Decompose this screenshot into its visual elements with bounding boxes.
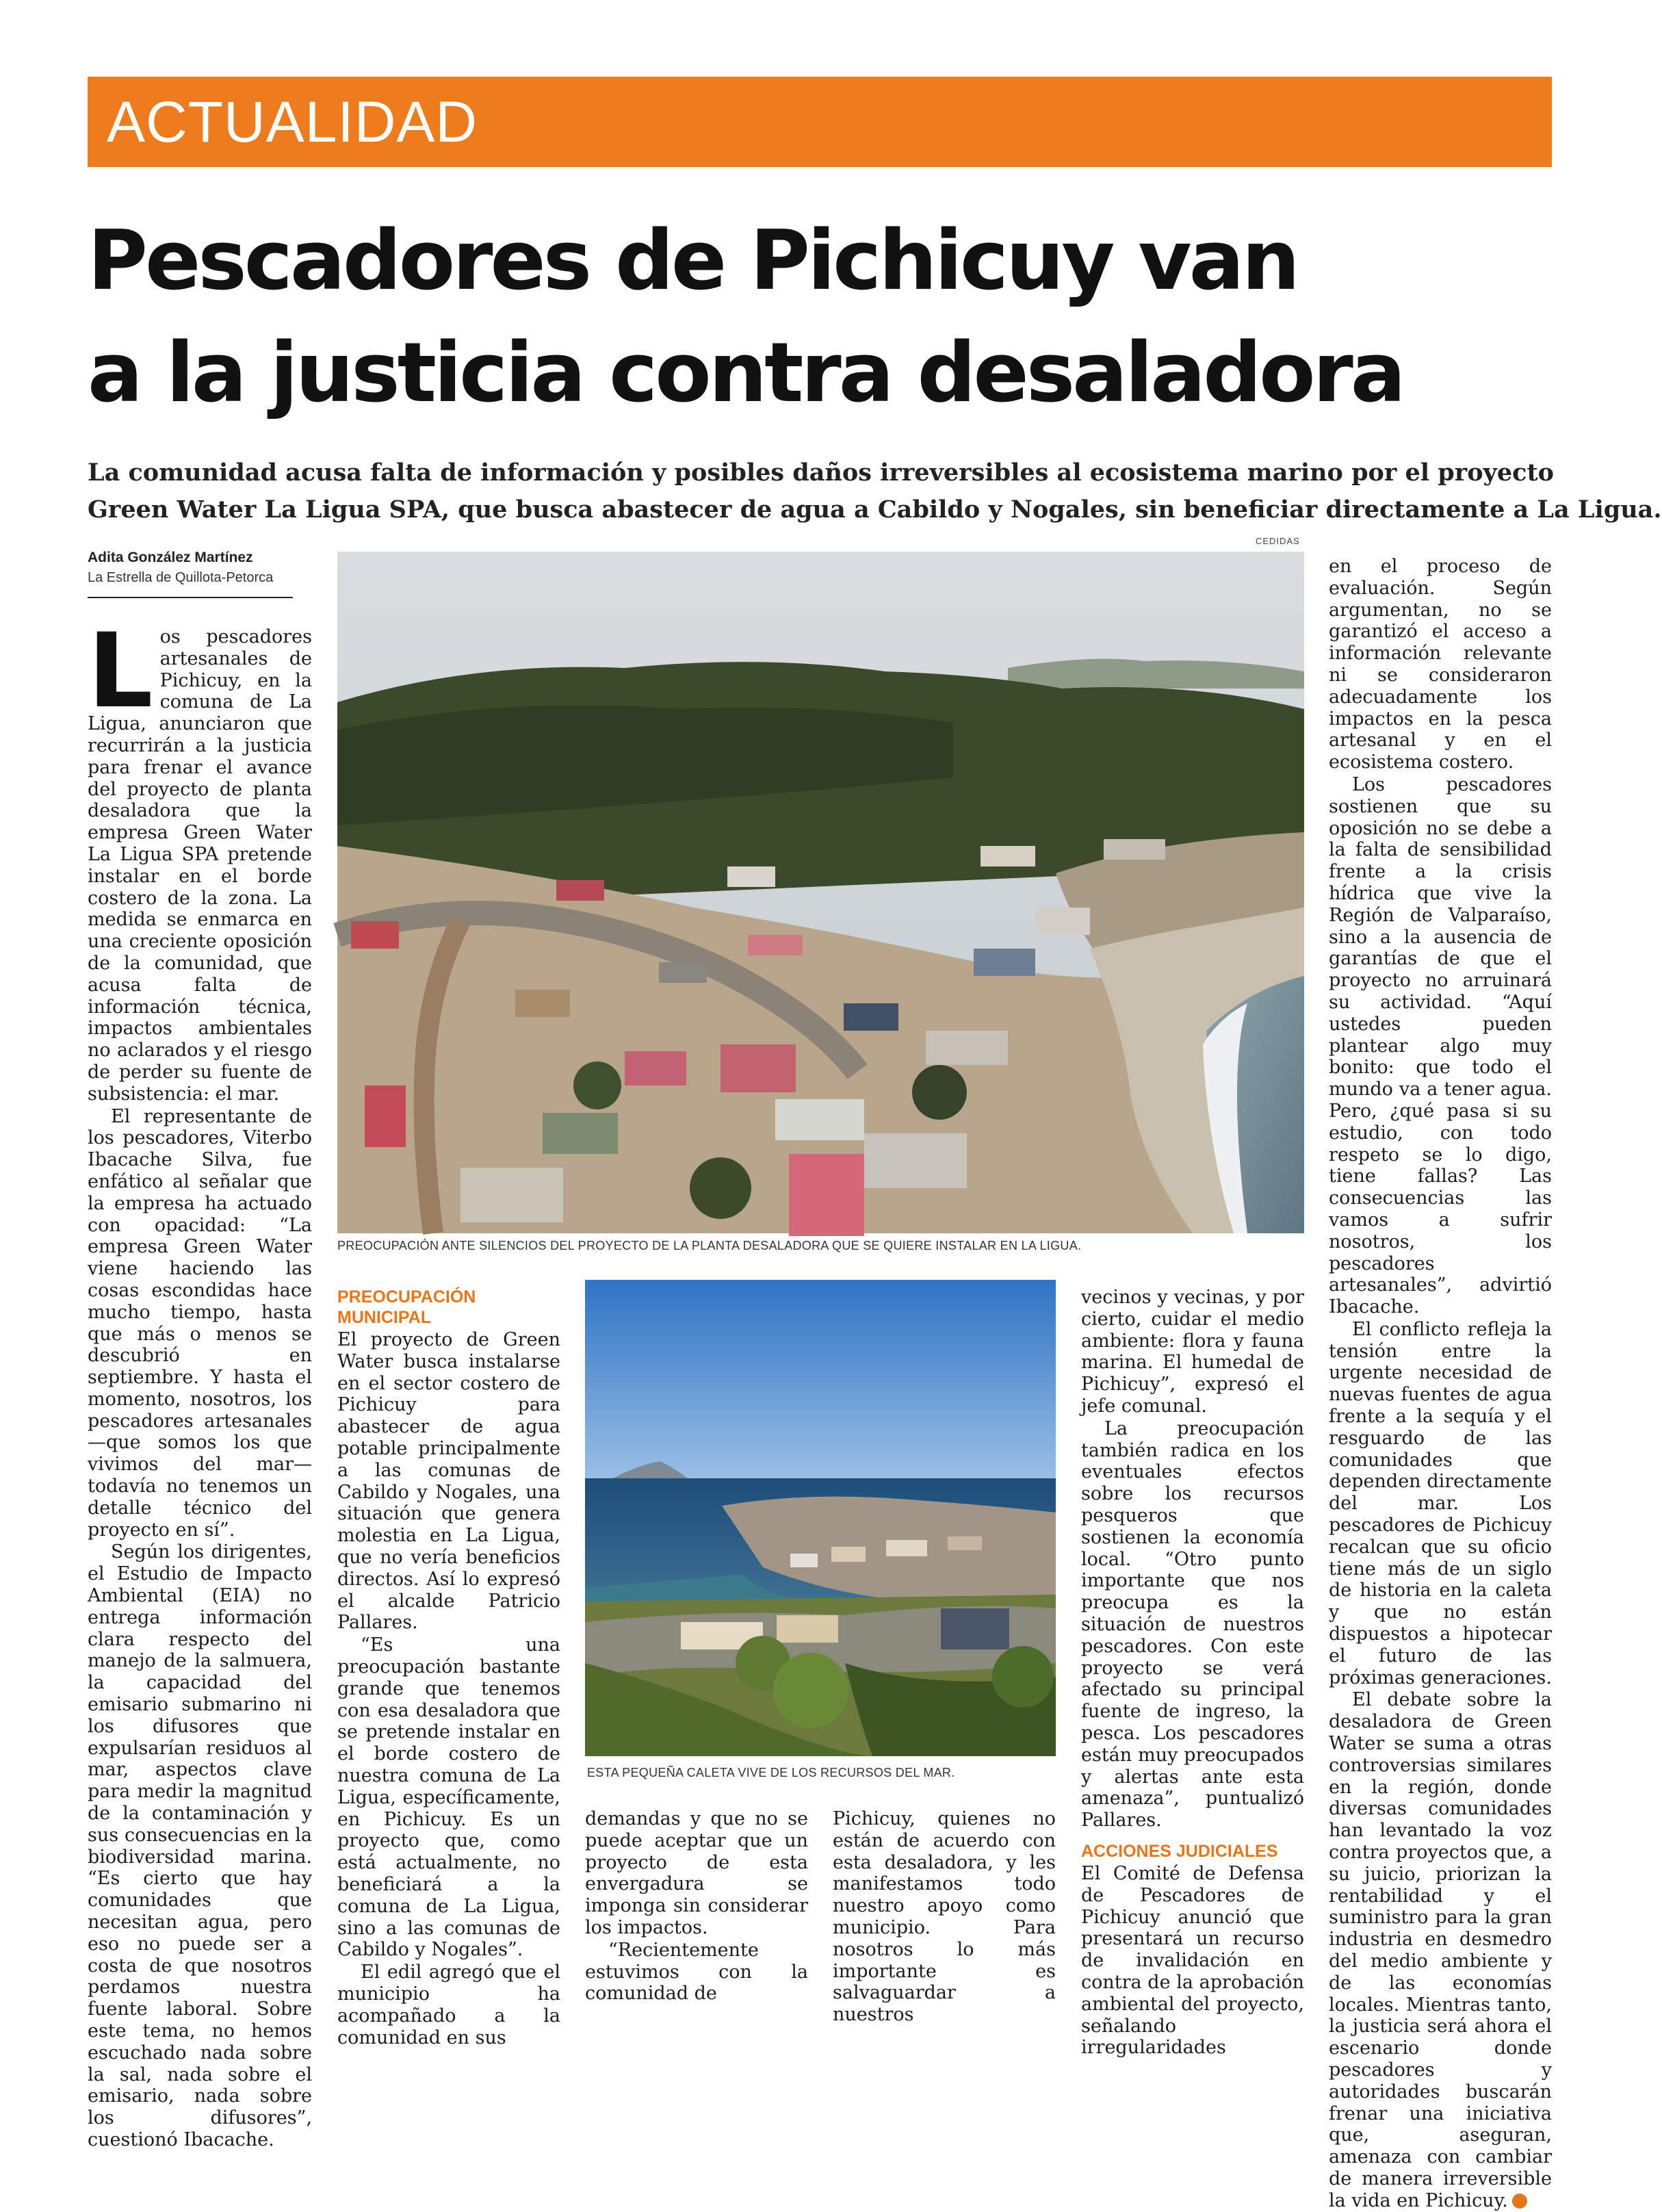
article-paragraph: El conflicto refleja la tensión entre la urgente necesidad de nuevas fuentes de agua frente a la sequía y el resguardo de las comunidades que dependen directamente del mar. Los pescadores de Pichicuy recalcan que su oficio tiene más de un siglo de historia en la caleta y que no están dispuestos a hipotecar el futuro de las próximas generaciones. xyxy=(1329,1318,1552,1688)
article-paragraph: La preocupación también radica en los eventuales efectos sobre los recursos pesqueros que sostienen la economía local. “Otro punto importante que nos preocupa es la situación de nuestros pescadores. Con este proyecto se verá afectado su principal fuente de ingreso, la pesca. Los pescadores están muy preocupados y alertas ante esta amenaza”, puntualizó Pallares. xyxy=(1081,1417,1304,1831)
article-paragraph: demandas y que no se puede aceptar que un proyecto de esta envergadura se imponga sin considerar los impactos. xyxy=(585,1808,808,1938)
article-paragraph: “Es una preocupación bastante grande que tenemos con esa desaladora que se pretende instalar en el borde costero de nuestra comuna de La Ligua, específicamente, en Pichicuy. Es un proyecto que, como está actualmente, no beneficiará a la comuna de La Ligua, sino a las comunas de Cabildo y Nogales”. xyxy=(337,1634,560,1961)
article-paragraph: Según los dirigentes, el Estudio de Impacto Ambiental (EIA) no entrega información clara respecto del manejo de la salmuera, la capacidad del emisario submarino ni los difusores que expulsarían residuos al mar, aspectos clave para medir la magnitud de la contaminación y sus consecuencias en la biodiversidad marina. “Es cierto que hay comunidades que necesitan agua, pero eso no puede ser a costa de que nosotros perdamos nuestra fuente laboral. Sobre este tema, no hemos escuchado nada sobre la sal, nada sobre el emisario, nada sobre los difusores”, cuestionó Ibacache. xyxy=(88,1541,312,2150)
aerial-photo xyxy=(337,552,1304,1233)
article-paragraph xyxy=(1329,1689,1552,2211)
article-paragraph: El proyecto de Green Water busca instalarse en el sector costero de Pichicuy para abastecer de agua potable principalmente a las comunas de Cabildo y Nogales, una situación que genera molestia en La Ligua, que no vería beneficios directos. Así lo expresó el alcalde Patricio Pallares. xyxy=(337,1329,560,1634)
photo-caption-1: PREOCUPACIÓN ANTE SILENCIOS DEL PROYECTO DE LA PLANTA DESALADORA QUE SE QUIERE INSTALAR EN LA LIGUA. xyxy=(337,1239,1082,1252)
subhead-line: MUNICIPAL xyxy=(337,1308,432,1327)
lead-text: os pescadores artesanales de Pichicuy, en la comuna de La Ligua, anunciaron que recurrirán a la justicia para frenar el avance del proyecto de planta desaladora que la empresa Green Water La Ligua SPA pretende instalar en el borde costero de la zona. La medida se enmarca en una creciente oposición de la comunidad, que acusa falta de información técnica, impactos ambientales no aclarados y el riesgo de perder su fuente de subsistencia: el mar. xyxy=(88,626,312,1105)
photo-credit: CEDIDAS xyxy=(1256,536,1300,546)
article-column-5 xyxy=(1081,1287,1304,2059)
caleta-photo-image xyxy=(585,1280,1056,1756)
article-paragraph: “Recientemente estuvimos con la comunidad de xyxy=(585,1939,808,2005)
end-mark-icon: ✦ xyxy=(1512,2194,1527,2209)
byline-outlet: La Estrella de Quillota-Petorca xyxy=(88,570,274,585)
article-column-3 xyxy=(585,1808,808,2005)
article-column-6 xyxy=(1329,556,1552,2211)
headline-line-2: a la justicia contra desaladora xyxy=(88,326,1403,421)
drop-cap: L xyxy=(88,612,153,731)
article-paragraph: El Comité de Defensa de Pescadores de Pichicuy anunció que presentará un recurso de invalidación en contra de la aprobación ambiental del proyecto, señalando irregularidades xyxy=(1081,1862,1304,2059)
article-paragraph: El representante de los pescadores, Viterbo Ibacache Silva, fue enfático al señalar que la empresa ha actuado con opacidad: “La empresa Green Water viene haciendo las cosas escondidas hace mucho tiempo, hasta que más o menos se descubrió en septiembre. Y hasta el momento, nosotros, los pescadores artesanales —que somos los que vivimos del mar— todavía no tenemos un detalle técnico del proyecto en sí”. xyxy=(88,1105,312,1541)
deck-line-1: La comunidad acusa falta de información y posibles daños irreversibles al ecosistema marino por el proyecto xyxy=(88,459,1554,487)
byline xyxy=(88,548,293,598)
byline-rule xyxy=(88,597,293,598)
aerial-photo-image xyxy=(337,552,1304,1233)
closing-text: El debate sobre la desaladora de Green Water se suma a otras controversias similares en la región, donde diversas comunidades han levantado la voz contra proyectos que, a su juicio, priorizan la rentabilidad y el suministro para la gran industria en desmedro del medio ambiente y de las economías locales. Mientras tanto, la justicia será ahora el escenario donde pescadores y autoridades buscarán frenar una iniciativa que, aseguran, amenaza con cambiar de manera irreversible la vida en Pichicuy. xyxy=(1329,1689,1552,2211)
subhead-line: PREOCUPACIÓN xyxy=(337,1287,476,1307)
article-column-2 xyxy=(337,1287,560,2048)
subhead-judicial: ACCIONES JUDICIALES xyxy=(1081,1841,1278,1861)
byline-author: Adita González Martínez xyxy=(88,550,253,565)
article-paragraph xyxy=(88,612,312,1105)
headline-line-1: Pescadores de Pichicuy van xyxy=(88,214,1298,309)
article-paragraph: Los pescadores sostienen que su oposición no se debe a la falta de sensibilidad frente a la crisis hídrica que vive la Región de Valparaíso, sino a la ausencia de garantías de que el proyecto no arruinará su actividad. “Aquí ustedes pueden plantear algo muy bonito: que todo el mundo va a tener agua. Pero, ¿qué pasa si su estudio, con todo respeto se lo digo, tiene fallas? Las consecuencias las vamos a sufrir nosotros, los pescadores artesanales”, advirtió Ibacache. xyxy=(1329,773,1552,1318)
article-paragraph: Pichicuy, quienes no están de acuerdo con esta desaladora, y les manifestamos todo nuestro apoyo como municipio. Para nosotros lo más importante es salvaguardar a nuestros xyxy=(833,1808,1056,2026)
section-bar xyxy=(88,77,1552,167)
article-column-4 xyxy=(833,1808,1056,2026)
caleta-photo xyxy=(585,1280,1056,1756)
article-column-1 xyxy=(88,612,312,2150)
article-paragraph: vecinos y vecinas, y por cierto, cuidar el medio ambiente: flora y fauna marina. El humedal de Pichicuy”, expresó el jefe comunal. xyxy=(1081,1287,1304,1417)
subhead-municipal xyxy=(337,1287,560,1328)
article-paragraph: El edil agregó que el municipio ha acompañado a la comunidad en sus xyxy=(337,1962,560,2048)
section-label: ACTUALIDAD xyxy=(107,90,478,154)
article-paragraph: en el proceso de evaluación. Según argumentan, no se garantizó el acceso a información relevante ni se consideraron adecuadamente los impactos en la pesca artesanal y en el ecosistema costero. xyxy=(1329,556,1552,773)
headline xyxy=(88,205,1593,430)
deck xyxy=(88,454,1662,528)
deck-line-2: Green Water La Ligua SPA, que busca abastecer de agua a Cabildo y Nogales, sin beneficiar directamente a La Ligua. xyxy=(88,496,1662,524)
photo-caption-2: ESTA PEQUEÑA CALETA VIVE DE LOS RECURSOS DEL MAR. xyxy=(587,1766,955,1779)
